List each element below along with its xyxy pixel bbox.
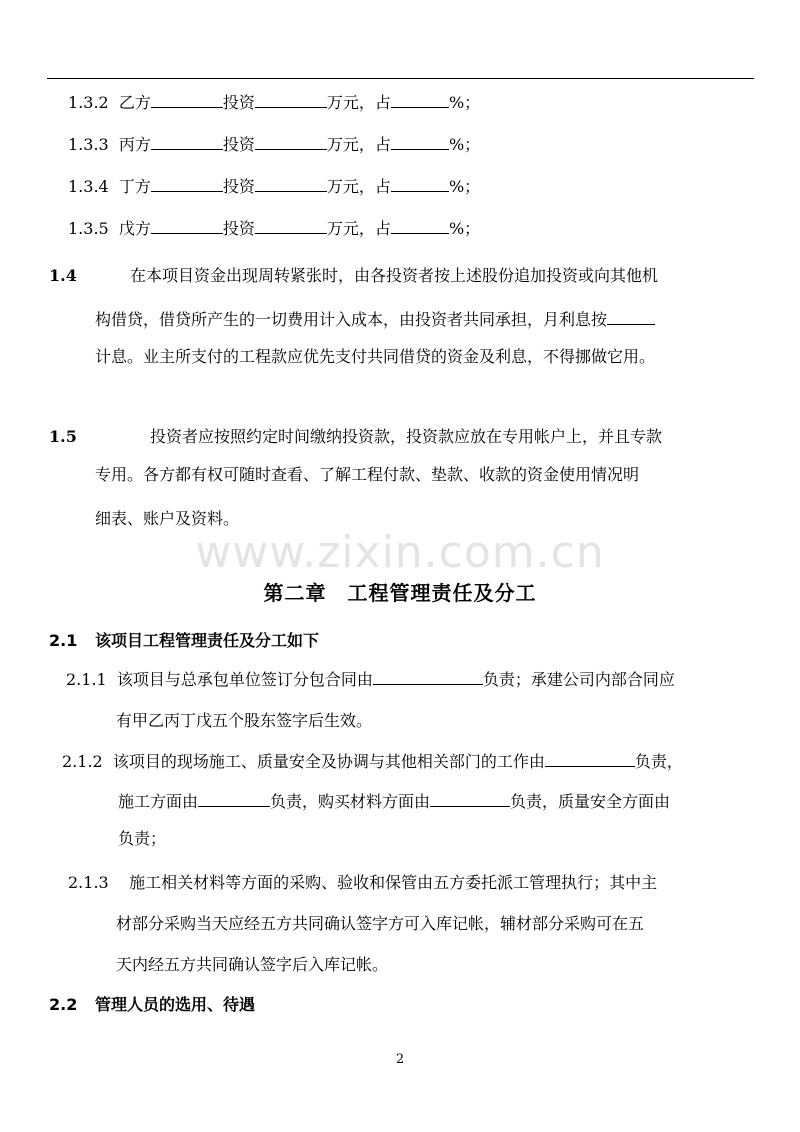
section-1-4-line3: 计息。业主所支付的工程款应优先支付共同借贷的资金及利息，不得挪做它用。	[95, 347, 656, 366]
amount-blank[interactable]	[255, 177, 327, 192]
party-name: 丁方	[118, 177, 151, 196]
section-2-1-3-line3: 天内经五方共同确认签字后入库记帐。	[116, 955, 389, 974]
item-number: 2.1.3	[68, 873, 109, 892]
item-number: 2.1.2	[62, 752, 103, 771]
percent-blank[interactable]	[391, 219, 449, 234]
percent-blank[interactable]	[391, 135, 449, 150]
unit-label: 万元，占	[326, 177, 391, 196]
item-number: 1.3.3	[68, 135, 109, 154]
percent-label: %；	[448, 219, 481, 238]
subcontract-responsible-blank[interactable]	[373, 670, 483, 685]
section-1-5-number: 1.5	[49, 427, 77, 446]
unit-label: 万元，占	[326, 135, 391, 154]
section-2-1-2-line1	[62, 752, 683, 772]
section-2-1-1-line2: 有甲乙丙丁戊五个股东签字后生效。	[116, 711, 373, 730]
item-number: 1.3.4	[68, 177, 109, 196]
invest-label: 投资	[222, 93, 255, 112]
section-2-1-2-line3: 负责；	[118, 829, 167, 848]
unit-label: 万元，占	[326, 219, 391, 238]
section-2-1-2-text-a: 该项目的现场施工、质量安全及协调与其他相关部门的工作由	[112, 752, 545, 771]
page-number: 2	[395, 1052, 405, 1067]
section-2-1-2-text-d: 负责，购买材料方面由	[270, 792, 431, 811]
percent-blank[interactable]	[391, 177, 449, 192]
section-2-1-2-line2	[118, 792, 670, 812]
section-2-2-title: 管理人员的选用、待遇	[95, 995, 256, 1014]
investor-blank[interactable]	[151, 219, 223, 234]
section-2-1-1-text-a: 该项目与总承包单位签订分包合同由	[116, 670, 373, 689]
section-2-1-3-text-a: 施工相关材料等方面的采购、验收和保管由五方委托派工管理执行；其中主	[129, 873, 658, 892]
section-2-1-2-text-c: 施工方面由	[118, 792, 199, 811]
material-purchase-responsible-blank[interactable]	[430, 792, 510, 807]
construction-responsible-blank[interactable]	[198, 792, 270, 807]
percent-blank[interactable]	[391, 93, 449, 108]
watermark: www.zixin.com.cn	[195, 527, 605, 578]
header-rule	[47, 78, 754, 79]
percent-label: %；	[448, 93, 481, 112]
section-2-1-1-line1	[66, 670, 675, 690]
investor-blank[interactable]	[151, 135, 223, 150]
item-number: 1.3.2	[68, 93, 109, 112]
section-1-4-number: 1.4	[49, 266, 77, 285]
section-1-5-line3: 细表、账户及资料。	[95, 509, 240, 528]
item-1-3-2	[68, 93, 480, 113]
section-2-1-title: 该项目工程管理责任及分工如下	[95, 631, 320, 650]
section-2-1-number: 2.1	[49, 631, 78, 650]
item-1-3-3	[68, 135, 480, 155]
interest-rate-blank[interactable]	[607, 310, 655, 325]
section-1-5-line2: 专用。各方都有权可随时查看、了解工程付款、垫款、收款的资金使用情况明	[95, 465, 640, 484]
party-name: 丙方	[118, 135, 151, 154]
chapter-title: 第二章 工程管理责任及分工	[263, 581, 537, 605]
invest-label: 投资	[222, 135, 255, 154]
percent-label: %；	[448, 177, 481, 196]
section-1-4-line1: 在本项目资金出现周转紧张时，由各投资者按上述股份追加投资或向其他机	[130, 266, 659, 285]
amount-blank[interactable]	[255, 93, 327, 108]
investor-blank[interactable]	[151, 93, 223, 108]
item-1-3-5	[68, 219, 480, 239]
section-2-1-3-line2: 材部分采购当天应经五方共同确认签字方可入库记帐，辅材部分采购可在五	[116, 914, 645, 933]
item-number: 2.1.1	[66, 670, 107, 689]
section-1-4-line2-text: 构借贷，借贷所产生的一切费用计入成本，由投资者共同承担，月利息按	[95, 310, 608, 329]
item-1-3-4	[68, 177, 480, 197]
site-work-responsible-blank[interactable]	[545, 752, 635, 767]
percent-label: %；	[448, 135, 481, 154]
section-2-1-3-line1	[68, 873, 657, 893]
section-2-2-number: 2.2	[49, 995, 78, 1014]
section-1-4-line2	[95, 310, 655, 330]
amount-blank[interactable]	[255, 219, 327, 234]
amount-blank[interactable]	[255, 135, 327, 150]
item-number: 1.3.5	[68, 219, 109, 238]
section-1-5-line1: 投资者应按照约定时间缴纳投资款，投资款应放在专用帐户上，并且专款	[150, 427, 663, 446]
section-2-1-1-text-b: 负责；承建公司内部合同应	[482, 670, 675, 689]
party-name: 戊方	[118, 219, 151, 238]
unit-label: 万元，占	[326, 93, 391, 112]
investor-blank[interactable]	[151, 177, 223, 192]
invest-label: 投资	[222, 219, 255, 238]
party-name: 乙方	[118, 93, 151, 112]
invest-label: 投资	[222, 177, 255, 196]
section-2-1-2-text-e: 负责，质量安全方面由	[510, 792, 671, 811]
section-2-1-2-text-b: 负责，	[634, 752, 683, 771]
